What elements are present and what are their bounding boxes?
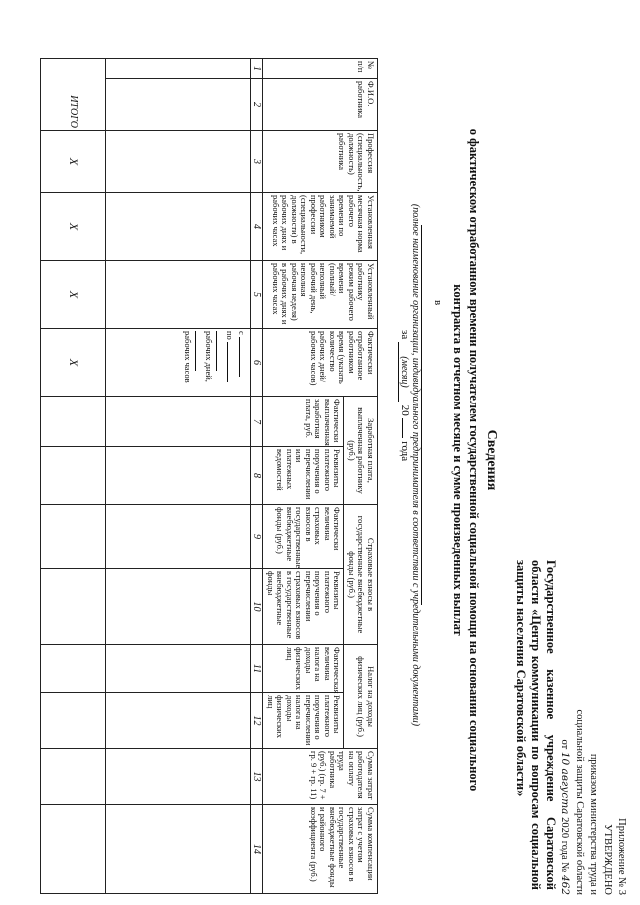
approval-ministry-line: социальной защиты Саратовской области — [574, 709, 585, 895]
year-blank — [402, 418, 403, 438]
approved-label: УТВЕРЖДЕНО — [602, 824, 613, 895]
year-prefix: 20 — [399, 404, 411, 416]
col-number: 11 — [251, 645, 264, 693]
worked-days-label: рабочих дней, — [204, 331, 215, 382]
heading-line-3: контракта в отчетном месяце и сумме произведенных выплат — [451, 284, 465, 636]
header-col-7: Фактически выплаченная заработная плата, руб. — [263, 397, 344, 447]
col-number: 14 — [251, 805, 264, 894]
total-salary-docs[interactable] — [41, 447, 106, 505]
col-number: 5 — [251, 261, 264, 329]
date-day-handwritten: 10 августа — [559, 751, 571, 815]
x-mark: X — [41, 193, 106, 261]
appendix-number: Приложение № 3 — [616, 818, 627, 895]
header-col-12: Реквизиты платежного поручения о перечислении налога на доходы физических лиц — [263, 693, 344, 749]
document-heading — [450, 60, 500, 860]
header-col-14: Сумма компенсации затрат с учетом страховых взносов в государственные внебюджетные фонды и районного коэффициента (руб.) — [263, 805, 378, 894]
worked-days-blank — [216, 331, 225, 371]
in-label: в — [432, 300, 444, 306]
time-and-payments-table — [40, 58, 378, 894]
cell-work-mode[interactable] — [106, 261, 251, 329]
approval-date-line — [557, 655, 572, 895]
total-salary-paid[interactable] — [41, 397, 106, 447]
header-group-tax: Налог на доходы физических лиц (руб.) — [344, 645, 378, 749]
cell-norm-time[interactable] — [106, 193, 251, 261]
total-compensation[interactable] — [41, 805, 106, 894]
col-number: 9 — [251, 505, 264, 569]
total-label: ИТОГО — [41, 59, 106, 131]
period-za: за — [399, 330, 411, 340]
worked-to-blank — [228, 342, 237, 382]
header-col-1: № п/п — [263, 59, 378, 79]
header-col-6: Фактически отработанное работником время (указать количество рабочих дней/рабочих часов) — [263, 329, 378, 397]
worked-from-blank — [239, 337, 248, 377]
header-col-9: Фактически величина страховых взносов в государственные внебюджетные фонды (руб.) — [263, 505, 344, 569]
col-number: 12 — [251, 693, 264, 749]
total-insurance-amount[interactable] — [41, 505, 106, 569]
month-hint: (месяц) — [398, 342, 410, 402]
header-col-5: Установленный работнику режим рабочего времени (полный/неполный рабочий день, неполная рабочая неделя) в рабочих днях и рабочих часах — [263, 261, 378, 329]
date-year: 2020 года № — [559, 817, 570, 873]
col-number: 3 — [251, 131, 264, 193]
header-col-8: Реквизиты платежного поручения о перечислении или платежных ведомостей — [263, 447, 344, 505]
table-row — [106, 59, 251, 894]
worked-hours-label: рабочих часов — [183, 331, 194, 383]
cell-worked-time[interactable] — [106, 329, 251, 397]
col-number: 8 — [251, 447, 264, 505]
period-line — [398, 330, 411, 630]
col-number: 7 — [251, 397, 264, 447]
col-number: 6 — [251, 329, 264, 397]
worked-to-label: по — [225, 331, 236, 340]
heading-title: Сведения — [484, 429, 499, 491]
header-group-salary: Заработная плата, выплаченная работнику (руб.) — [344, 397, 378, 505]
approval-order-line: приказом министерства труда и — [588, 753, 599, 895]
worked-from-label: с — [237, 331, 247, 335]
header-col-13: Сумма затрат работодателя на оплату труда работника (руб.) (гр. 7 + гр. 9 + гр. 11) — [263, 749, 378, 805]
col-number: 1 — [251, 59, 264, 79]
cell-insurance-payment-docs[interactable] — [106, 569, 251, 645]
organization-name: Государственное казенное учреждение Саратовской области «Центр коммуникации по вопросам социальной защиты населения Саратовской области» — [514, 560, 558, 890]
header-col-10: Реквизиты платежного поручения о перечислении страховых взносов в государственные внебюджетные фонды — [263, 569, 344, 645]
x-mark: X — [41, 329, 106, 397]
col-number: 13 — [251, 749, 264, 805]
header-col-3: Профессия (специальность, должность) работника — [263, 131, 378, 193]
header-row-1 — [344, 59, 378, 894]
cell-salary-paid[interactable] — [106, 397, 251, 447]
cell-employer-costs[interactable] — [106, 749, 251, 805]
col-number: 10 — [251, 569, 264, 645]
organization-hint: (полное наименование организации, индивидуального предпринимателя в соответствии с учредительными документами) — [410, 203, 421, 727]
date-prefix: от — [559, 739, 570, 750]
col-number: 2 — [251, 79, 264, 131]
cell-profession[interactable] — [106, 131, 251, 193]
approval-stamp — [557, 655, 628, 895]
total-insurance-docs[interactable] — [41, 569, 106, 645]
header-col-4: Установленная месячная норма рабочего времени по занимаемой работником профессии (специальности, должности) в рабочих днях и рабочих часах — [263, 193, 378, 261]
year-suffix: года — [399, 441, 411, 462]
cell-salary-payment-docs[interactable] — [106, 447, 251, 505]
cell-tax-amount[interactable] — [106, 645, 251, 693]
cell-compensation[interactable] — [106, 805, 251, 894]
order-number-handwritten: 462 — [559, 874, 571, 895]
worked-hours-blank — [195, 331, 204, 371]
total-employer-costs[interactable] — [41, 749, 106, 805]
col-number: 4 — [251, 193, 264, 261]
header-col-11: Фактическая величина налога на доходы физических лиц — [263, 645, 344, 693]
cell-insurance-amount[interactable] — [106, 505, 251, 569]
cell-number[interactable] — [106, 59, 251, 79]
x-mark: X — [41, 131, 106, 193]
x-mark: X — [41, 261, 106, 329]
column-number-row — [251, 59, 264, 894]
organization-fill-line — [421, 225, 432, 605]
cell-tax-payment-docs[interactable] — [106, 693, 251, 749]
total-tax-amount[interactable] — [41, 645, 106, 693]
cell-full-name[interactable] — [106, 79, 251, 131]
total-tax-docs[interactable] — [41, 693, 106, 749]
total-row — [41, 59, 106, 894]
heading-line-2: о фактическом отработанном времени получателем государственной социальной помощи на основании социального — [467, 128, 481, 792]
header-col-2: Ф.И.О. работника — [263, 79, 378, 131]
header-group-funds: Страховые взносы в государственные внебюджетные фонды (руб.) — [344, 505, 378, 645]
